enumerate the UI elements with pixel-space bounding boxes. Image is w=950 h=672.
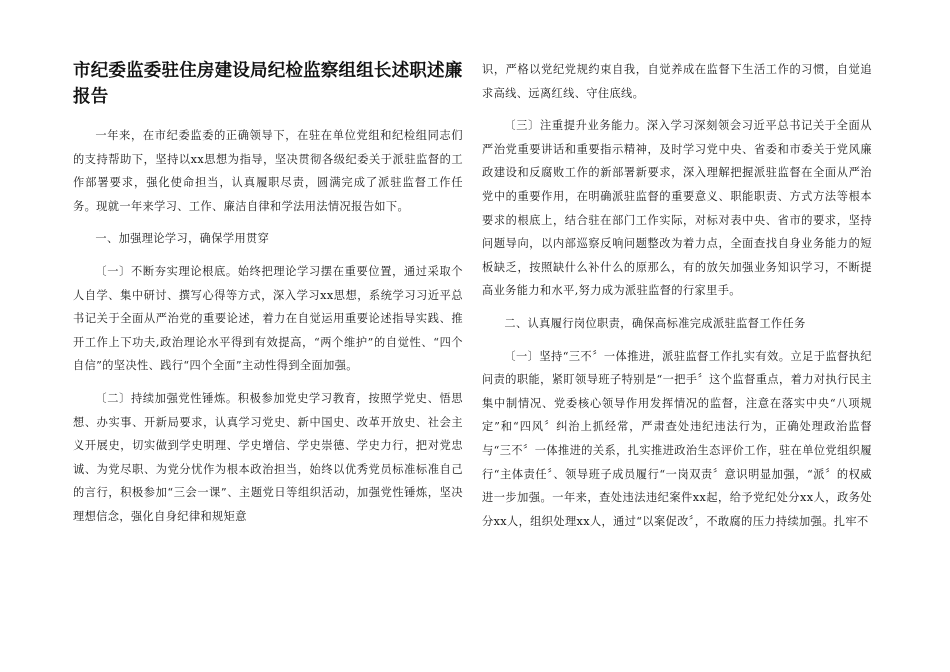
paragraph-2-1: 〔一〕坚持“三不〞一体推进，派驻监督工作扎实有效。立足于监督执纪问责的职能，紧盯领导班子特别是“一把手〞这个监督重点，着力对执行民主集中制情况、党委核心领导作用发挥情况的监督，注意在落实中央“八项规定”和“四风〞纠治上抓经常，严肃查处违纪违法行为，正确处理政治监督与“三不〞一体推进的关系，扎实推进政治生态评价工作，驻在单位党组织履行“主体责任〞、领导班子成员履行“一岗双责〞意识明显加强，“派〞的权威进一步加强。一年来，查处违法违纪案件xx起，给予党纪处分xx人，政务处分xx人，组织处理xx人，通过“以案促改〞，不敢腐的压力持续加强。扎牢不 — [482, 349, 872, 528]
intro-paragraph: 一年来，在市纪委监委的正确领导下，在驻在单位党组和纪检组同志们的支持帮助下，坚持以xx思想为指导，坚决贯彻各级纪委关于派驻监督的工作部署要求，强化使命担当，认真履职尽责，圆满完成了派驻监督工作任务。现就一年来学习、工作、廉洁自律和学法用法情况报告如下。 — [73, 129, 463, 213]
paragraph-1-2-continued: 识，严格以党纪党规约束自我，自觉养成在监督下生活工作的习惯，自觉追求高线、远离红线、守住底线。 — [482, 63, 872, 100]
document-title: 市纪委监委驻住房建设局纪检监察组组长述职述廉报告 — [73, 61, 463, 107]
section-heading-2: 二、认真履行岗位职责，确保高标准完成派驻监督工作任务 — [504, 316, 806, 330]
paragraph-1-1: 〔一〕不断夯实理论根底。始终把理论学习摆在重要位置，通过采取个人自学、集中研讨、撰写心得等方式，深入学习xx思想，系统学习习近平总书记关于全面从严治党的重要论述，着力在自觉运用重要论述指导实践、推开工作上下功夫,政治理论水平得到有效提高，“两个维护”的自觉性、“四个自信”的坚决性、践行“四个全面”主动性得到全面加强。 — [73, 264, 463, 373]
section-heading-1: 一、加强理论学习，确保学用贯穿 — [95, 232, 270, 246]
left-column — [73, 58, 463, 538]
paragraph-1-2: 〔二〕持续加强党性锤炼。积极参加党史学习教育，按照学党史、悟思想、办实事、开新局要求，认真学习党史、新中国史、改革开放史、社会主义开展史，切实做到学史明理、学史增信、学史崇德、学史力行，把对党忠诚、为党尽职、为党分忧作为根本政治担当，始终以优秀党员标准标准自己的言行，积极参加“三会一课”、主题党日等组织活动，加强党性锤炼，坚决理想信念，强化自身纪律和规矩意 — [73, 391, 463, 523]
paragraph-1-3: 〔三〕注重提升业务能力。深入学习深刻领会习近平总书记关于全面从严治党重要讲话和重要指示精神，及时学习党中央、省委和市委关于党风廉政建设和反腐败工作的新部署新要求，深入理解把握派驻监督在全面从严治党中的重要作用，在明确派驻监督的重要意义、职能职责、方式方法等根本要求的根底上，结合驻在部门工作实际，对标对表中央、省市的要求，坚持问题导向，以内部巡察反响问题整改为着力点，全面查找自身业务能力的短板缺乏，按照缺什么补什么的原那么，有的放矢加强业务知识学习，不断提高业务能力和水平,努力成为派驻监督的行家里手。 — [482, 119, 872, 298]
right-column — [482, 58, 872, 542]
